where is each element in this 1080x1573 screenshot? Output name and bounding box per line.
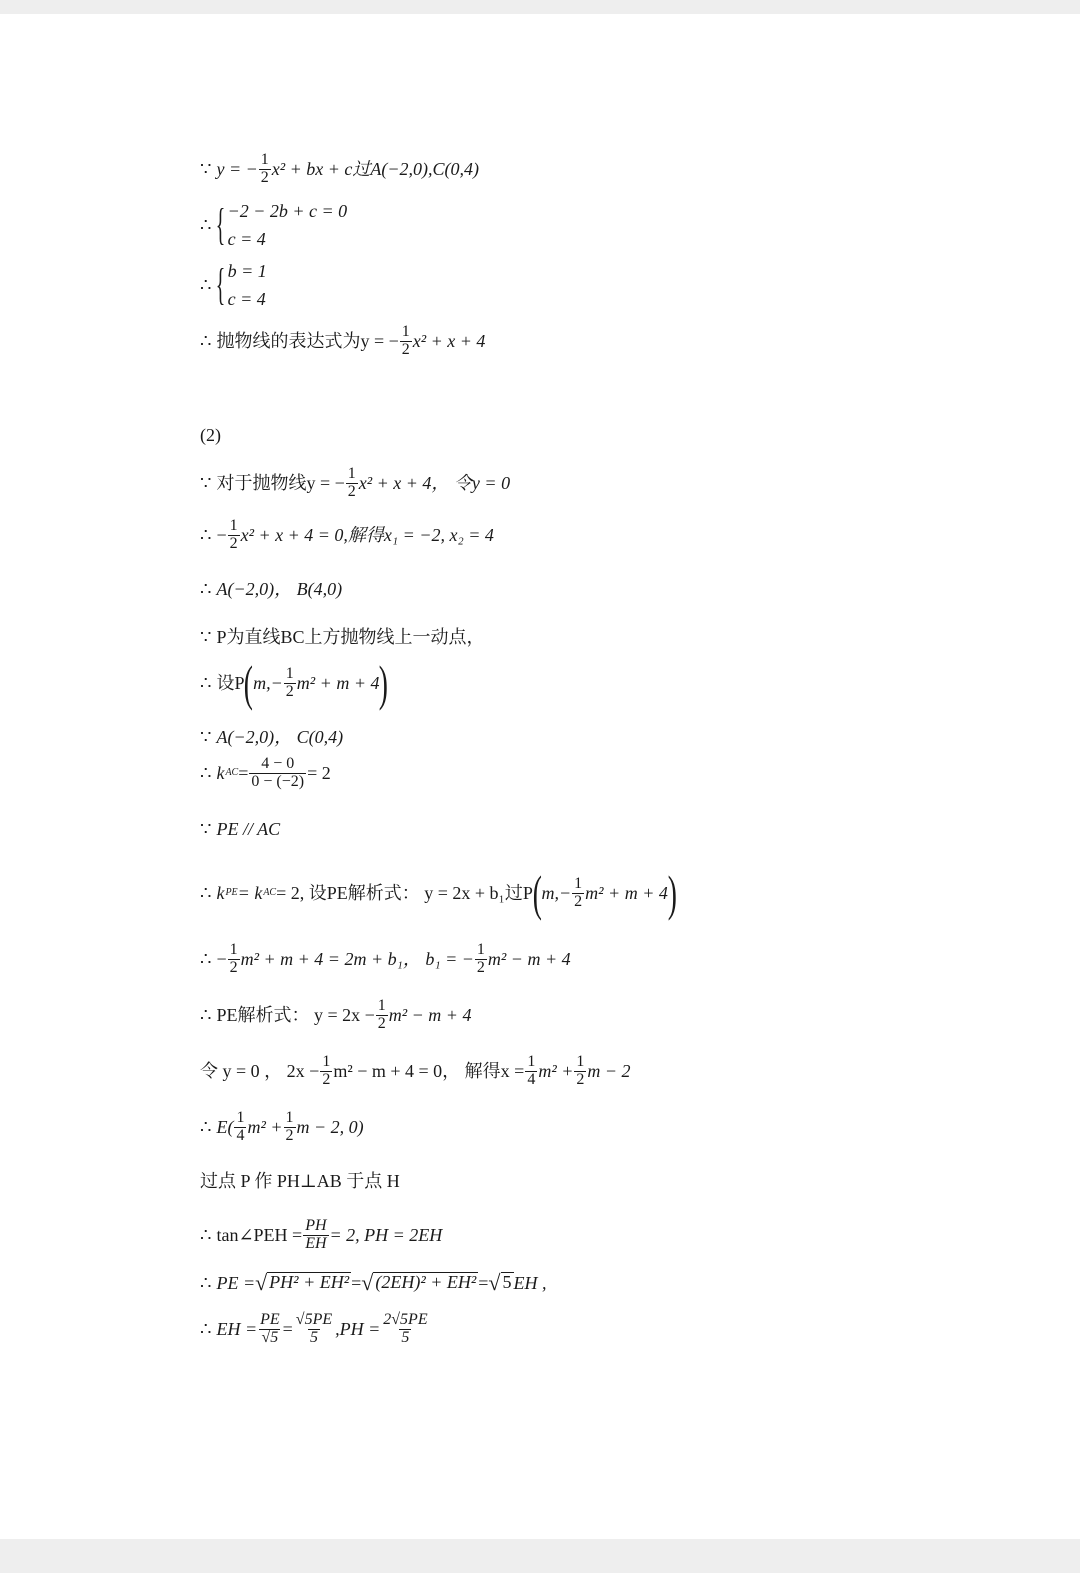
fraction: $\frac{1}{2}$ [260,151,269,186]
expr-mid: = [282,1319,293,1340]
line-draw-ph [200,1172,400,1190]
expr-pre: − [216,949,227,970]
because-symbol: ∵ [200,627,212,647]
expr-post: m − 2, 0) [296,1117,364,1138]
radicand: 5 [502,1272,512,1292]
expr-mid: = [478,1273,489,1293]
expr-post: = 2, PH = 2EH [329,1225,443,1246]
expr: A(−2,0)， B(4,0) [216,579,343,599]
fraction: $\frac{1}{2}$ [377,997,386,1032]
expr-pre: 抛物线的表达式为y = − [216,331,399,352]
radical-sign: √ [488,1270,501,1295]
subscript: AC [225,767,239,779]
expr-pre: y = − [216,159,258,180]
sqrt [361,1272,478,1294]
expr-part: m,− [253,673,283,693]
equation: b = 1 [227,261,267,281]
therefore-symbol: ∴ [200,215,212,235]
fraction: $\frac{4 - 0}{0 - (-2)}$ [251,755,305,790]
expr-post: x² + bx + c过A(−2,0),C(0,4) [271,159,480,180]
line-set-p [200,655,389,711]
expr-post: x² + x + 4 [412,331,486,352]
because-symbol: ∵ [200,727,212,747]
fraction: $\frac{1}{2}$ [322,1053,331,1088]
expr-post: x² + x + 4 = 0,解得x₁ = −2, x₂ = 4 [240,525,494,546]
therefore-symbol: ∴ [200,579,212,599]
because-symbol: ∵ [200,819,212,839]
left-brace: { [216,260,226,309]
line-given-parabola [200,152,479,187]
expr-mid: = [351,1273,362,1293]
expr: PE // AC [216,819,281,839]
expr-part: m² + m + 4 [296,673,380,693]
equation-system [228,202,348,248]
fraction: $\frac{2√5PE}{5}$ [383,1311,428,1346]
line-set-y-zero [200,466,510,501]
therefore-symbol: ∴ [200,525,212,546]
expr-pre: EH = [216,1319,258,1340]
expr: P为直线BC上方抛物线上一动点， [216,627,485,647]
expr-part: m² + m + 4 [585,883,668,903]
line-point-e [200,1110,364,1145]
fraction: $\frac{PE}{√5}$ [260,1311,280,1346]
therefore-symbol: ∴ [200,949,212,970]
expr-mid: m² + [247,1117,283,1138]
radical-sign: √ [255,1270,268,1295]
line-pe-slope [200,865,677,921]
radicand: (2EH)² + EH² [375,1272,477,1292]
left-paren: ( [244,655,254,711]
subscript: PE [225,887,238,898]
because-symbol: ∵ [200,159,212,180]
therefore-symbol: ∴ [200,1005,212,1026]
fraction: $\frac{1}{2}$ [285,1109,294,1144]
part-label [200,426,221,444]
fraction: $\frac{1}{2}$ [476,941,485,976]
expr-post: = 2 [307,763,331,784]
expr-post: m − 2 [587,1061,631,1082]
fraction: $\frac{1}{4}$ [527,1053,536,1088]
left-brace: { [216,200,226,249]
therefore-symbol: ∴ [200,275,212,295]
expr-pre: tan∠PEH = [216,1225,303,1246]
line-slope-ac [200,756,331,791]
line-pe-length [200,1272,547,1294]
expr-post: m² − m + 4 [487,949,571,970]
expr-pre: PE = [216,1273,256,1293]
fraction: $\frac{PH}{EH}$ [305,1217,327,1252]
expr-pre: k [216,763,225,784]
therefore-symbol: ∴ [200,1117,212,1138]
fraction: $\frac{1}{2}$ [401,323,410,358]
right-paren: ) [379,655,389,711]
expr-mid: m² − m + 4 = 0， 解得x = [333,1061,525,1082]
fraction: $\frac{1}{2}$ [574,874,583,910]
line-solve-roots [200,518,494,553]
line-system-1 [200,202,347,248]
expr-mid: m² + [538,1061,574,1082]
expr-post: EH , [513,1273,547,1293]
equation: c = 4 [227,289,266,309]
expr-part: m,− [541,883,572,903]
therefore-symbol: ∴ [200,883,212,903]
expr-post: m² − m + 4 [388,1005,472,1026]
line-solve-x [200,1054,631,1089]
fraction: $\frac{1}{2}$ [229,517,238,552]
expr: A(−2,0)， C(0,4) [216,727,344,747]
fraction: $\frac{1}{2}$ [576,1053,585,1088]
expr: 过点 P 作 PH⊥AB 于点 H [200,1171,400,1191]
line-points-ab [200,580,342,598]
line-p-moving-point [200,628,484,646]
sqrt [488,1272,513,1294]
expr-mid: ,PH = [335,1319,381,1340]
expr-pre: 设P [216,673,245,693]
document-page [0,14,1080,1539]
sqrt [255,1272,351,1294]
radicand: PH² + EH² [269,1272,350,1292]
equation: −2 − 2b + c = 0 [227,201,348,221]
expr-pre: E( [216,1117,234,1138]
line-solve-b1 [200,942,571,977]
therefore-symbol: ∴ [200,331,212,352]
because-symbol: ∵ [200,473,212,494]
expr-pre: PE解析式： y = 2x − [216,1005,375,1026]
expr-pre: 令 y = 0 ， 2x − [200,1061,320,1082]
equation: c = 4 [227,229,266,249]
therefore-symbol: ∴ [200,1273,212,1293]
line-parabola-expression [200,324,485,359]
line-points-ac [200,728,343,746]
expr-pre: − [216,525,227,546]
fraction: $\frac{1}{2}$ [229,941,238,976]
fraction: $\frac{1}{4}$ [236,1109,245,1144]
subscript: AC [263,887,277,898]
fraction: $\frac{1}{2}$ [285,664,294,700]
right-paren: ) [667,865,677,921]
expr-pre: 对于抛物线y = − [216,473,345,494]
expr-mid: = 2, 设PE解析式： y = 2x + b₁过P [276,883,533,903]
expr-mid: m² + m + 4 = 2m + b₁， b₁ = − [240,949,474,970]
therefore-symbol: ∴ [200,763,212,784]
expr-post: x² + x + 4， 令y = 0 [358,473,511,494]
fraction: $\frac{√5PE}{5}$ [295,1311,333,1346]
part-label-text: (2) [200,425,221,445]
therefore-symbol: ∴ [200,1319,212,1340]
line-system-2 [200,262,267,308]
fraction: $\frac{1}{2}$ [347,465,356,500]
expr-mid: = [238,763,249,784]
therefore-symbol: ∴ [200,673,212,693]
expr-pre: k [216,883,225,903]
equation-system [228,262,267,308]
therefore-symbol: ∴ [200,1225,212,1246]
left-paren: ( [532,865,542,921]
expr-mid: = k [237,883,263,903]
radical-sign: √ [361,1270,374,1295]
line-tan-angle [200,1218,442,1253]
line-pe-equation [200,998,471,1033]
line-pe-parallel-ac [200,820,280,838]
line-eh-ph [200,1312,431,1347]
